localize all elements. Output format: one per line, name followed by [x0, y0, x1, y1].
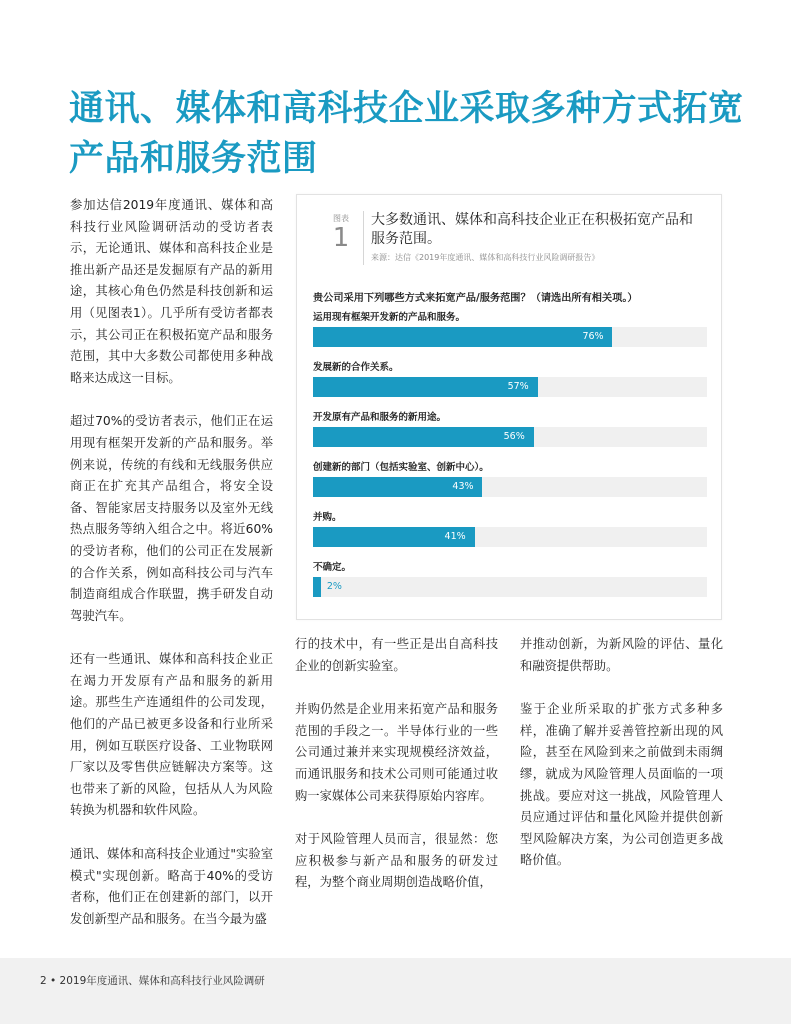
- bar-item: [313, 510, 707, 560]
- bar-category-label: 发展新的合作关系。: [313, 362, 399, 373]
- page-footer: [0, 958, 791, 1024]
- bar-value-label: 43%: [452, 481, 474, 492]
- footer-text: 2 • 2019年度通讯、媒体和高科技行业风险调研: [40, 975, 265, 987]
- paragraph: 对于风险管理人员而言，很显然：您应积极参与新产品和服务的研发过程，为整个商业周期创造战略价值，: [295, 832, 498, 890]
- bar-value-label: 57%: [507, 381, 529, 392]
- bar-item: [313, 410, 707, 460]
- paragraph: 还有一些通讯、媒体和高科技企业正在竭力开发原有产品和服务的新用途。那些生产连通组件的公司发现，他们的产品已被更多设备和行业所采用，例如互联医疗设备、工业物联网厂家以及零售供应链解决方案等。这也带来了新的风险，包括从人为风险转换为机器和软件风险。: [70, 652, 273, 818]
- bar-chart: [313, 310, 707, 610]
- bar-track: [313, 377, 707, 397]
- bar: [313, 427, 534, 447]
- bar-track: [313, 527, 707, 547]
- paragraph: 参加达信2019年度通讯、媒体和高科技行业风险调研活动的受访者表示，无论通讯、媒体和高科技企业是推出新产品还是发掘原有产品的新用途，其核心角色仍然是科技创新和运用（见图表1）。几乎所有受访者都表示，其公司正在积极拓宽产品和服务范围，其中大多数公司都使用多种战略来达成这一目标。: [70, 198, 273, 385]
- bar-item: [313, 460, 707, 510]
- paragraph: 通讯、媒体和高科技企业通过"实验室模式"实现创新。略高于40%的受访者称，他们正在创建新的部门，以开发创新型产品和服务。在当今最为盛: [70, 847, 273, 926]
- bar-item: [313, 560, 707, 610]
- figure-divider: [363, 211, 364, 265]
- figure-number: 1: [332, 223, 350, 253]
- bar: [313, 377, 538, 397]
- figure-label-text: 图表: [333, 214, 349, 223]
- figure-label: [323, 213, 359, 252]
- bar-value-label: 56%: [503, 431, 525, 442]
- text-column-1: [70, 195, 273, 952]
- figure-source: 来源：达信《2019年度通讯、媒体和高科技行业风险调研报告》: [371, 253, 600, 262]
- text-column-2: [295, 634, 498, 916]
- bar: [313, 327, 612, 347]
- bar-track: [313, 327, 707, 347]
- bar-category-label: 并购。: [313, 512, 342, 523]
- bar-item: [313, 360, 707, 410]
- bar-category-label: 不确定。: [313, 562, 352, 573]
- text-column-3: [520, 634, 723, 894]
- bar-track: [313, 477, 707, 497]
- paragraph: 并推动创新，为新风险的评估、量化和融资提供帮助。: [520, 637, 723, 673]
- figure-title: 大多数通讯、媒体和高科技企业正在积极拓宽产品和服务范围。: [371, 212, 693, 247]
- bar-track: [313, 427, 707, 447]
- paragraph: 行的技术中，有一些正是出自高科技企业的创新实验室。: [295, 637, 498, 673]
- bar-category-label: 运用现有框架开发新的产品和服务。: [313, 312, 466, 323]
- bar: [313, 577, 321, 597]
- paragraph: 并购仍然是企业用来拓宽产品和服务范围的手段之一。半导体行业的一些公司通过兼并来实现规模经济效益，而通讯服务和技术公司则可能通过收购一家媒体公司来获得原始内容库。: [295, 702, 498, 803]
- paragraph: 鉴于企业所采取的扩张方式多种多样，准确了解并妥善管控新出现的风险，甚至在风险到来之前做到未雨绸缪，就成为风险管理人员面临的一项挑战。要应对这一挑战，风险管理人员应通过评估和量化风险并提供创新型风险解决方案，为公司创造更多战略价值。: [520, 702, 723, 868]
- bar-track: [313, 577, 707, 597]
- page-title: 通讯、媒体和高科技企业采取多种方式拓宽产品和服务范围: [69, 89, 744, 179]
- bar-item: [313, 310, 707, 360]
- bar-value-label: 76%: [582, 331, 604, 342]
- bar-value-label: 2%: [326, 581, 342, 592]
- survey-question: 贵公司采用下列哪些方式来拓宽产品/服务范围？（请选出所有相关项。）: [313, 293, 638, 304]
- bar-category-label: 创建新的部门（包括实验室、创新中心）。: [313, 462, 489, 473]
- bar-category-label: 开发原有产品和服务的新用途。: [313, 412, 447, 423]
- figure-1: [296, 194, 722, 620]
- paragraph: 超过70%的受访者表示，他们正在运用现有框架开发新的产品和服务。举例来说，传统的有线和无线服务供应商正在扩充其产品组合，将安全设备、智能家居支持服务以及室外无线热点服务等纳入组合之中。将近60%的受访者称，他们的公司正在发展新的合作关系，例如高科技公司与汽车制造商组成合作联盟，携手研发自动驾驶汽车。: [70, 414, 273, 623]
- bar-value-label: 41%: [444, 531, 466, 542]
